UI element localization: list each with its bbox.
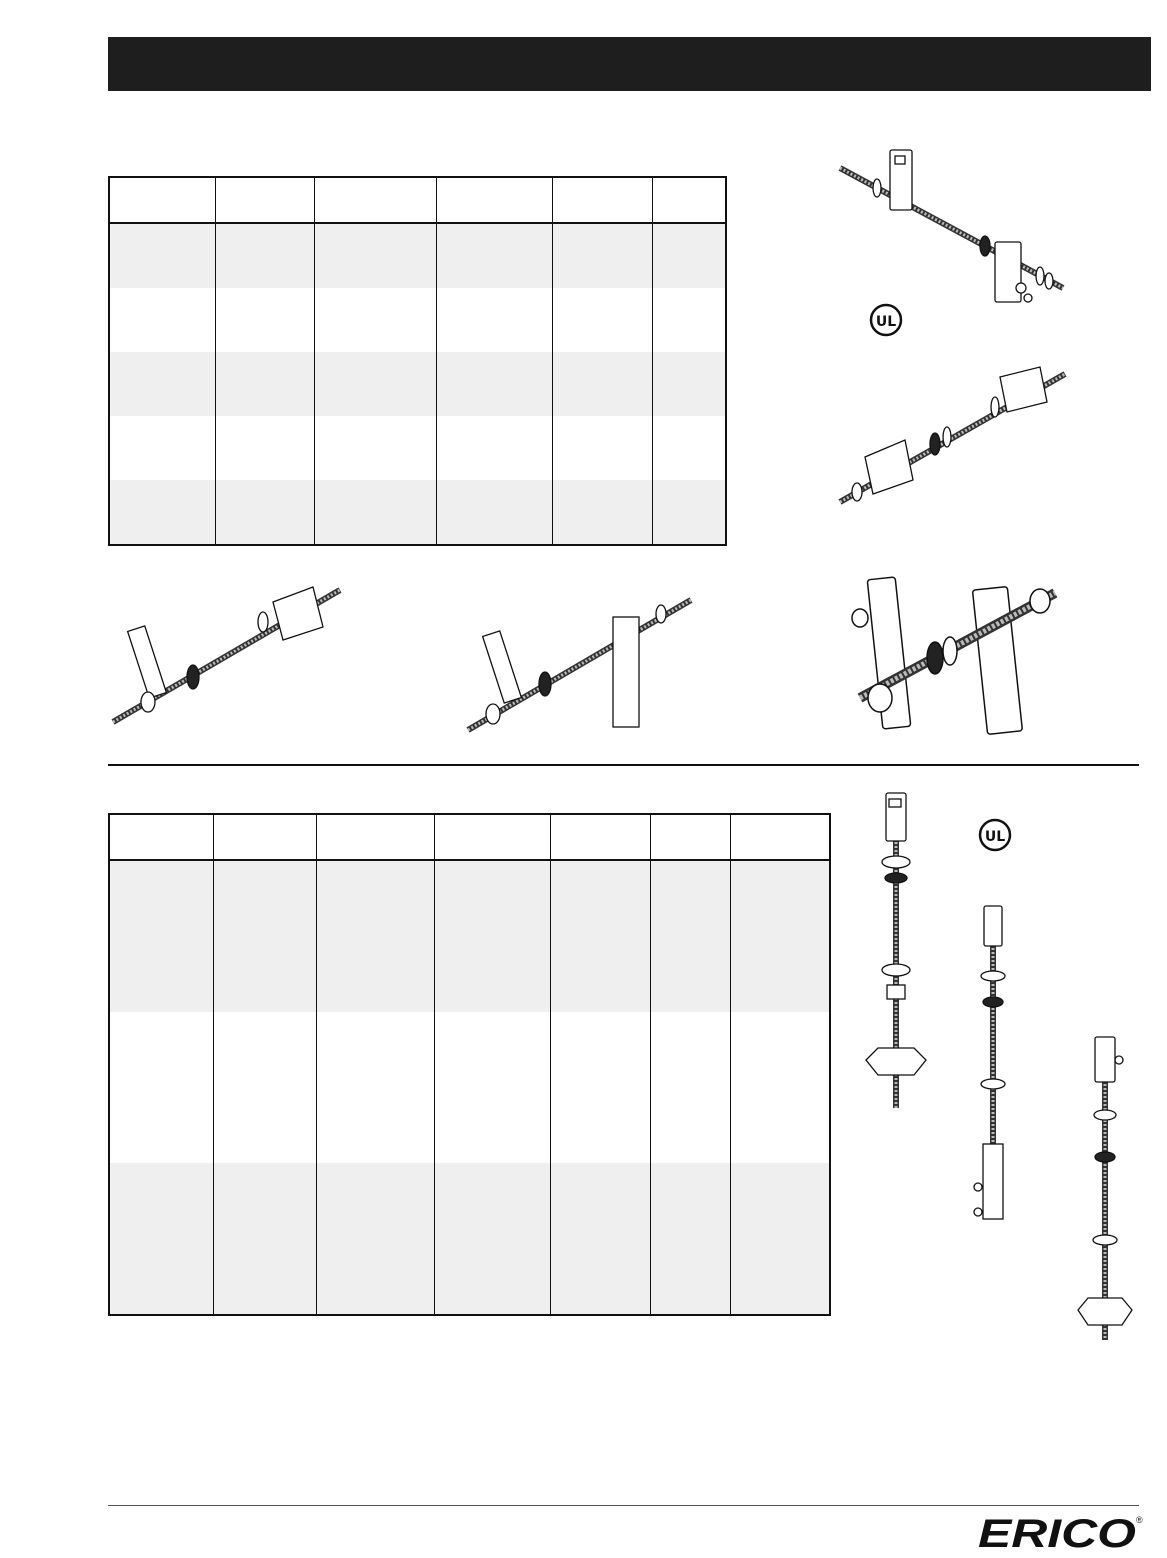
- table-cell: [652, 223, 726, 288]
- table-cell: [434, 1012, 550, 1163]
- ul-listed-icon: [869, 303, 903, 337]
- table-cell: [434, 860, 550, 1012]
- column-header: [215, 177, 314, 223]
- table-cell: [550, 1012, 650, 1163]
- table-cell: [213, 1012, 316, 1163]
- strut-bar-assembly-illustration: [463, 592, 698, 742]
- section-divider: [108, 764, 1139, 766]
- table-cell: [552, 223, 652, 288]
- table-cell: [552, 416, 652, 480]
- table-cell: [109, 223, 215, 288]
- column-header: [213, 814, 316, 860]
- table-header-row: [109, 814, 830, 860]
- table-cell: [650, 1012, 730, 1163]
- table-cell: [436, 480, 552, 545]
- table-cell: [314, 352, 436, 416]
- horizontal-strut-illustration: [835, 148, 1070, 308]
- vertical-strut-clamp-illustration: [858, 790, 938, 1115]
- table-cell: [314, 223, 436, 288]
- column-header: [730, 814, 830, 860]
- table-cell: [652, 416, 726, 480]
- column-header: [650, 814, 730, 860]
- table-cell: [552, 352, 652, 416]
- ul-text: UL: [875, 314, 897, 330]
- table-cell: [552, 288, 652, 352]
- table-cell: [215, 352, 314, 416]
- table-cell: [730, 1012, 830, 1163]
- table-row: [109, 352, 726, 416]
- column-header: [109, 177, 215, 223]
- strut-heavy-connector-illustration: [840, 573, 1070, 743]
- table-cell: [316, 1163, 434, 1315]
- table-cell: [436, 416, 552, 480]
- table-cell: [550, 860, 650, 1012]
- table-cell: [650, 1163, 730, 1315]
- table-cell: [652, 352, 726, 416]
- table-cell: [550, 1163, 650, 1315]
- table-row: [109, 288, 726, 352]
- table-row: [109, 480, 726, 545]
- column-header: [652, 177, 726, 223]
- table-cell: [314, 416, 436, 480]
- table-cell: [215, 223, 314, 288]
- column-header: [314, 177, 436, 223]
- footer-rule: [108, 1505, 1139, 1506]
- vertical-strut-bar-illustration: [968, 904, 1018, 1224]
- table-cell: [316, 860, 434, 1012]
- table-cell: [109, 416, 215, 480]
- table-cell: [109, 288, 215, 352]
- table-cell: [215, 480, 314, 545]
- registered-mark: ®: [1136, 1515, 1143, 1525]
- table-cell: [314, 288, 436, 352]
- table-cell: [316, 1012, 434, 1163]
- table-cell: [436, 223, 552, 288]
- ul-text: UL: [984, 829, 1006, 845]
- strut-clamp-assembly-illustration: [108, 582, 343, 732]
- table-cell: [652, 288, 726, 352]
- table-row: [109, 223, 726, 288]
- table-header-row: [109, 177, 726, 223]
- table-cell: [213, 1163, 316, 1315]
- table-cell: [436, 352, 552, 416]
- table-cell: [314, 480, 436, 545]
- table-row: [109, 416, 726, 480]
- spec-table-1: [108, 176, 727, 546]
- logo-text: ERICO: [978, 1513, 1136, 1553]
- table-row: [109, 1012, 830, 1163]
- table-cell: [436, 288, 552, 352]
- table-cell: [652, 480, 726, 545]
- table-cell: [552, 480, 652, 545]
- table-cell: [215, 416, 314, 480]
- column-header: [434, 814, 550, 860]
- table-row: [109, 860, 830, 1012]
- table-cell: [109, 1163, 213, 1315]
- erico-logo: [978, 1513, 1144, 1553]
- table-cell: [650, 860, 730, 1012]
- ul-listed-icon: [978, 818, 1012, 852]
- column-header: [316, 814, 434, 860]
- column-header: [550, 814, 650, 860]
- horizontal-hinged-strut-illustration: [835, 362, 1070, 512]
- table-cell: [730, 860, 830, 1012]
- column-header: [436, 177, 552, 223]
- column-header: [109, 814, 213, 860]
- table-cell: [213, 860, 316, 1012]
- table-cell: [730, 1163, 830, 1315]
- table-cell: [109, 352, 215, 416]
- table-row: [109, 1163, 830, 1315]
- header-banner: [108, 37, 1151, 91]
- vertical-strut-hinged-illustration: [1070, 1035, 1140, 1350]
- table-cell: [434, 1163, 550, 1315]
- table-cell: [109, 860, 213, 1012]
- column-header: [552, 177, 652, 223]
- spec-table-2: [108, 813, 831, 1316]
- table-cell: [215, 288, 314, 352]
- table-cell: [109, 1012, 213, 1163]
- table-cell: [109, 480, 215, 545]
